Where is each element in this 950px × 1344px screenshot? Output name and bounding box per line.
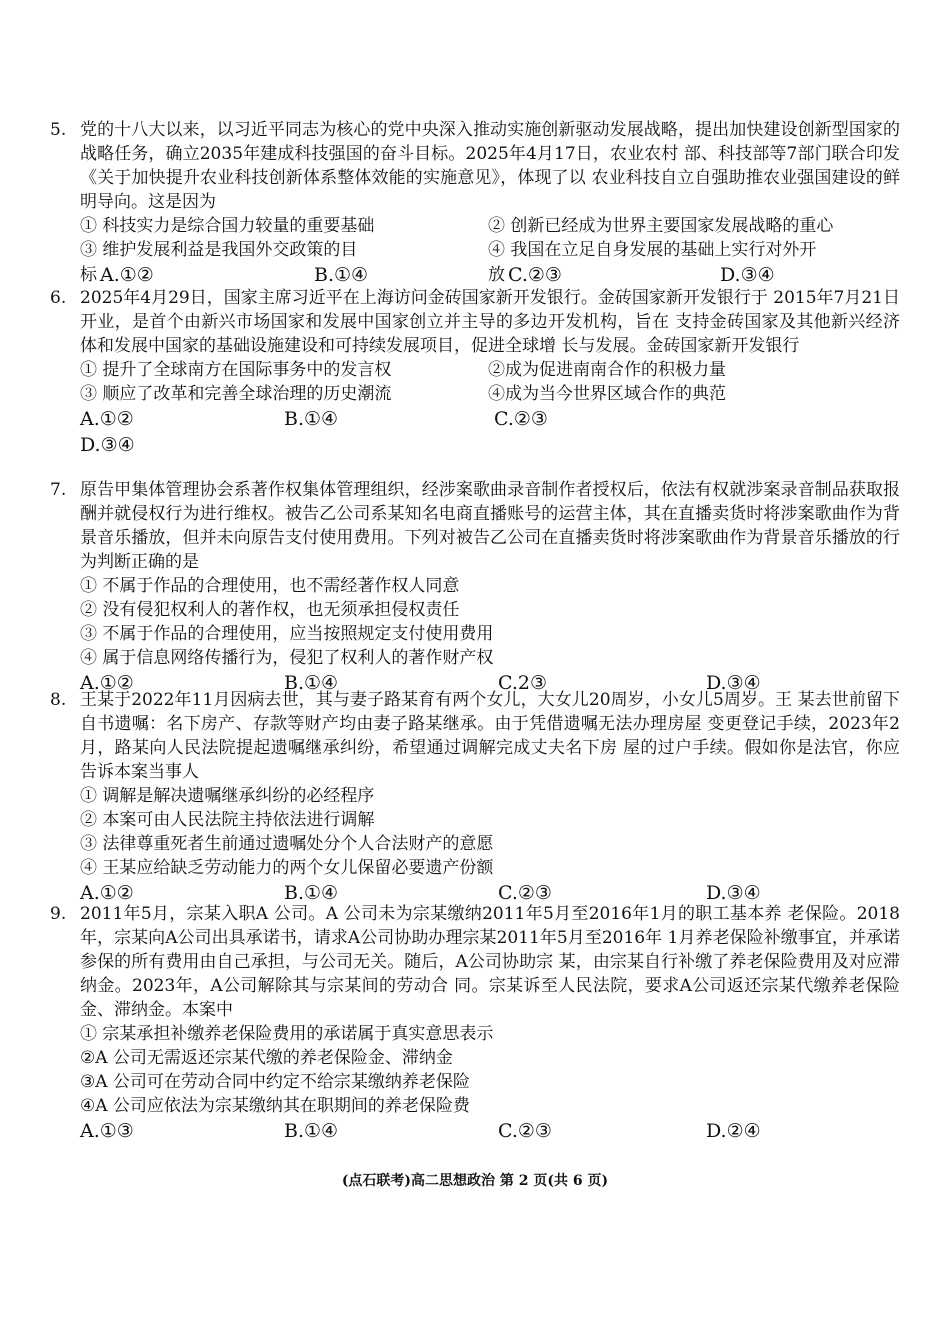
answer-row bbox=[80, 262, 900, 288]
option-row bbox=[80, 238, 900, 262]
option: ④成为当今世界区域合作的典范 bbox=[488, 384, 726, 404]
option: ① 宗某承担补缴养老保险费用的承诺属于真实意思表示 bbox=[80, 1024, 494, 1044]
answer-choice: D.②④ bbox=[706, 1120, 761, 1142]
option: ① 不属于作品的合理使用，也不需经著作权人同意 bbox=[80, 576, 460, 596]
option: ① 科技实力是综合国力较量的重要基础 bbox=[80, 216, 375, 236]
answer-choice: B.①④ bbox=[314, 264, 369, 286]
answer-choice: D.③④ bbox=[720, 264, 775, 286]
question-number: 9. bbox=[50, 904, 67, 924]
answer-choice: D.③④ bbox=[80, 434, 135, 456]
question-stem: 原告甲集体管理协会系著作权集体管理组织，经涉案歌曲录音制作者授权后，依法有权就涉案录音制品获取报酬并就侵权行为进行维权。被告乙公司系某知名电商直播账号的运营主体，其在直播卖货时将涉案歌曲作为背景音乐播放，但并未向原告支付使用费用。下列对被告乙公司在直播卖货时将涉案歌曲作为背景音乐播放的行为判断正确的是 bbox=[80, 480, 900, 572]
answer-choice: C.②③ bbox=[498, 1120, 552, 1142]
answer-row bbox=[80, 432, 900, 458]
option: ④A 公司应依法为宗某缴纳其在职期间的养老保险费 bbox=[80, 1096, 470, 1116]
option: ③ 顺应了改革和完善全球治理的历史潮流 bbox=[80, 384, 392, 404]
option-row bbox=[80, 358, 900, 382]
option: ② 本案可由人民法院主持依法进行调解 bbox=[80, 810, 375, 830]
option-tail: 放 bbox=[488, 265, 505, 285]
option: ④ 我国在立足自身发展的基础上实行对外开 bbox=[488, 240, 817, 260]
question-stem: 2011年5月，宗某入职A 公司。A 公司未为宗某缴纳2011年5月至2016年1月的职工基本养 老保险。2018年，宗某向A公司出具承诺书，请求A公司协助办理宗某2011年5月至2016年 1月养老保险补缴事宜，并承诺参保的所有费用由自己承担，与公司无关。随后，A公司协助宗 某，由宗某自行补缴了养老保险费用及对应滞纳金。2023年，A公司解除其与宗某间的劳动合 同。宗某诉至人民法院，要求A公司返还宗某代缴养老保险金、滞纳金。本案中 bbox=[80, 904, 900, 1020]
option: ① 提升了全球南方在国际事务中的发言权 bbox=[80, 360, 392, 380]
answer-choice: C.②③ bbox=[494, 408, 548, 430]
question-6 bbox=[50, 286, 900, 458]
answer-choice: D.③④ bbox=[706, 882, 761, 904]
answer-choice: A.①② bbox=[80, 408, 134, 430]
answer-choice: B.①④ bbox=[284, 882, 339, 904]
question-number: 8. bbox=[50, 690, 67, 710]
option: ③ 法律尊重死者生前通过遗嘱处分个人合法财产的意愿 bbox=[80, 834, 494, 854]
option: ③A 公司可在劳动合同中约定不给宗某缴纳养老保险 bbox=[80, 1072, 470, 1092]
question-stem: 2025年4月29日，国家主席习近平在上海访问金砖国家新开发银行。金砖国家新开发银行于 2015年7月21日开业，是首个由新兴市场国家和发展中国家创立并主导的多边开发机构，旨在 支持金砖国家及其他新兴经济体和发展中国家的基础设施建设和可持续发展项目，促进全球增 长与发展。金砖国家新开发银行 bbox=[80, 288, 900, 356]
question-number: 7. bbox=[50, 480, 67, 500]
answer-row bbox=[80, 406, 900, 432]
option: ④ 王某应给缺乏劳动能力的两个女儿保留必要遗产份额 bbox=[80, 858, 494, 878]
option: ②成为促进南南合作的积极力量 bbox=[488, 360, 726, 380]
question-number: 5. bbox=[50, 120, 67, 140]
option-row bbox=[80, 214, 900, 238]
answer-choice: C.②③ bbox=[498, 882, 552, 904]
question-8 bbox=[50, 688, 900, 906]
answer-choice: B.①④ bbox=[284, 672, 339, 694]
answer-row bbox=[80, 1118, 900, 1144]
option: ④ 属于信息网络传播行为，侵犯了权利人的著作财产权 bbox=[80, 648, 494, 668]
question-5 bbox=[50, 118, 900, 288]
answer-choice: A.①② bbox=[80, 672, 134, 694]
answer-choice: A.①③ bbox=[80, 1120, 134, 1142]
question-9 bbox=[50, 902, 900, 1144]
question-stem: 王某于2022年11月因病去世，其与妻子路某育有两个女儿，大女儿20周岁，小女儿5周岁。王 某去世前留下自书遗嘱：名下房产、存款等财产均由妻子路某继承。由于凭借遗嘱无法办理房屋 变更登记手续，2023年2月，路某向人民法院提起遗嘱继承纠纷，希望通过调解完成丈夫名下房 屋的过户手续。假如你是法官，你应告诉本案当事人 bbox=[80, 690, 900, 782]
option-row bbox=[80, 382, 900, 406]
answer-choice: A.①② bbox=[80, 882, 134, 904]
question-7 bbox=[50, 478, 900, 696]
answer-choice: A.①② bbox=[100, 264, 154, 286]
answer-choice: B.①④ bbox=[284, 408, 339, 430]
option: ① 调解是解决遗嘱继承纠纷的必经程序 bbox=[80, 786, 375, 806]
answer-choice: B.①④ bbox=[284, 1120, 339, 1142]
option: ③ 维护发展利益是我国外交政策的目 bbox=[80, 240, 358, 260]
question-stem: 党的十八大以来，以习近平同志为核心的党中央深入推动实施创新驱动发展战略，提出加快建设创新型国家的战略任务，确立2035年建成科技强国的奋斗目标。2025年4月17日，农业农村 部、科技部等7部门联合印发《关于加快提升农业科技创新体系整体效能的实施意见》，体现了以 农业科技自立自强助推农业强国建设的鲜明导向。这是因为 bbox=[80, 120, 900, 212]
option: ② 没有侵犯权利人的著作权，也无须承担侵权责任 bbox=[80, 600, 460, 620]
answer-choice: D.③④ bbox=[706, 672, 761, 694]
option: ③ 不属于作品的合理使用，应当按照规定支付使用费用 bbox=[80, 624, 494, 644]
option: ②A 公司无需返还宗某代缴的养老保险金、滞纳金 bbox=[80, 1048, 453, 1068]
option: ② 创新已经成为世界主要国家发展战略的重心 bbox=[488, 216, 834, 236]
answer-choice: C.2③ bbox=[498, 672, 548, 694]
question-number: 6. bbox=[50, 288, 67, 308]
page-footer: (点石联考)高二思想政治 第 2 页(共 6 页) bbox=[341, 1173, 609, 1189]
answer-choice: C.②③ bbox=[508, 264, 562, 286]
option-tail: 标 bbox=[80, 265, 97, 285]
